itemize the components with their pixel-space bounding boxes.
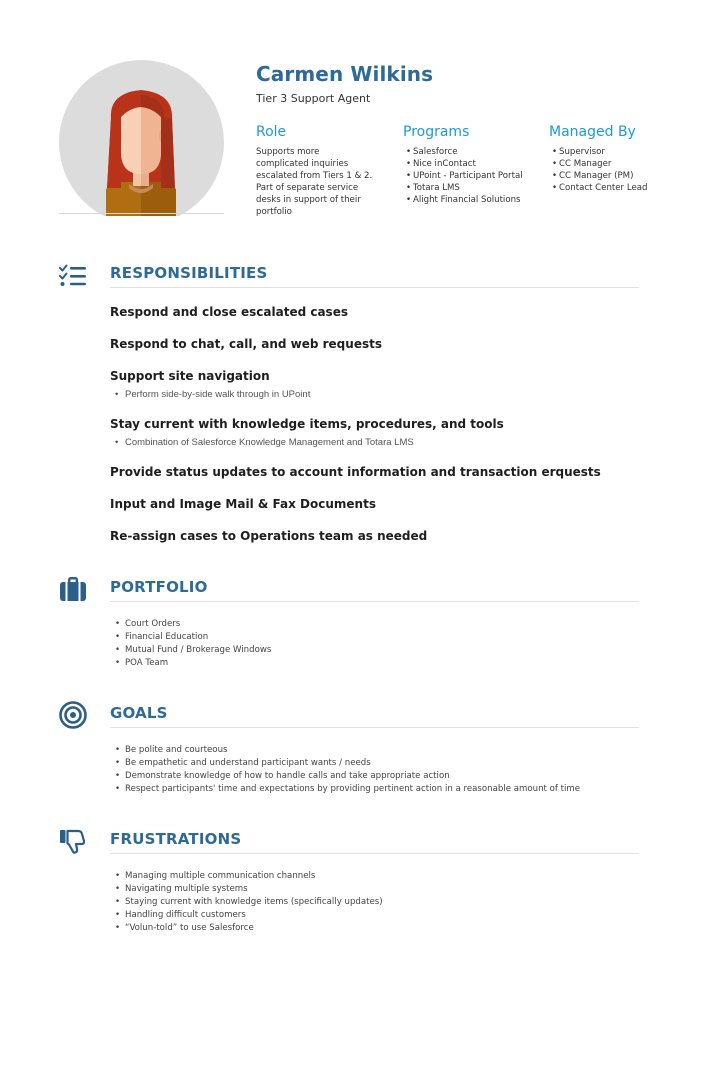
list-item: • Demonstrate knowledge of how to handle calls and take appropriate action: [115, 770, 580, 783]
responsibility-title: Stay current with knowledge items, procedures, and tools: [110, 417, 504, 431]
list-item: • Staying current with knowledge items (specifically updates): [115, 896, 383, 909]
list-item: • POA Team: [115, 657, 271, 670]
list-item: • Be empathetic and understand participant wants / needs: [115, 757, 580, 770]
list-item: • Navigating multiple systems: [115, 883, 383, 896]
managed-by-list: [549, 146, 679, 194]
list-item: • Mutual Fund / Brokerage Windows: [115, 644, 271, 657]
responsibility-title: Provide status updates to account information and transaction erquests: [110, 465, 601, 479]
divider: [110, 287, 639, 288]
responsibility-title: Respond to chat, call, and web requests: [110, 337, 382, 351]
responsibility-detail: • Perform side-by-side walk through in UPoint: [125, 389, 310, 400]
list-item: • Salesforce: [403, 146, 523, 158]
frustrations-list: [115, 870, 383, 935]
divider: [110, 727, 639, 728]
role-column: [256, 124, 374, 218]
avatar-baseline: [59, 213, 224, 214]
list-item: • Supervisor: [549, 146, 679, 158]
avatar: [59, 60, 224, 216]
role-description: Supports more complicated inquiries escalated from Tiers 1 & 2. Part of separate service desks in support of their portfolio: [256, 147, 373, 217]
list-item: • Managing multiple communication channels: [115, 870, 383, 883]
programs-column: [403, 124, 523, 206]
portfolio-list: [115, 618, 271, 670]
list-item: • Alight Financial Solutions: [403, 194, 523, 206]
list-item: • CC Manager (PM): [549, 170, 679, 182]
frustrations-heading: FRUSTRATIONS: [110, 830, 242, 848]
list-item: • Court Orders: [115, 618, 271, 631]
list-item: • UPoint - Participant Portal: [403, 170, 523, 182]
goals-list: [115, 744, 580, 796]
managed-by-column: [549, 124, 679, 194]
thumbs-down-icon: [58, 826, 88, 856]
target-icon: [58, 700, 88, 730]
list-item: • Be polite and courteous: [115, 744, 580, 757]
role-heading: Role: [256, 124, 287, 140]
managed-by-heading: Managed By: [549, 124, 636, 140]
persona-title: Tier 3 Support Agent: [256, 92, 371, 105]
responsibility-title: Re-assign cases to Operations team as needed: [110, 529, 428, 543]
responsibilities-heading: RESPONSIBILITIES: [110, 264, 268, 282]
list-item: • Financial Education: [115, 631, 271, 644]
list-item: • Contact Center Lead: [549, 182, 679, 194]
list-item: • Respect participants' time and expectations by providing pertinent action in a reasonable amount of time: [115, 783, 580, 796]
programs-heading: Programs: [403, 124, 470, 140]
briefcase-icon: [58, 574, 88, 604]
responsibility-detail: • Combination of Salesforce Knowledge Management and Totara LMS: [125, 437, 414, 448]
person-avatar-icon: [59, 60, 224, 216]
responsibility-title: Respond and close escalated cases: [110, 305, 348, 319]
list-item: • CC Manager: [549, 158, 679, 170]
checklist-icon: [58, 261, 88, 291]
goals-heading: GOALS: [110, 704, 168, 722]
divider: [110, 853, 639, 854]
list-item: • Handling difficult customers: [115, 909, 383, 922]
portfolio-heading: PORTFOLIO: [110, 578, 208, 596]
persona-name: Carmen Wilkins: [256, 62, 434, 86]
responsibility-title: Input and Image Mail & Fax Documents: [110, 497, 376, 511]
list-item: • “Volun-told” to use Salesforce: [115, 922, 383, 935]
divider: [110, 601, 639, 602]
responsibility-title: Support site navigation: [110, 369, 270, 383]
list-item: • Nice inContact: [403, 158, 523, 170]
list-item: • Totara LMS: [403, 182, 523, 194]
programs-list: [403, 146, 523, 206]
